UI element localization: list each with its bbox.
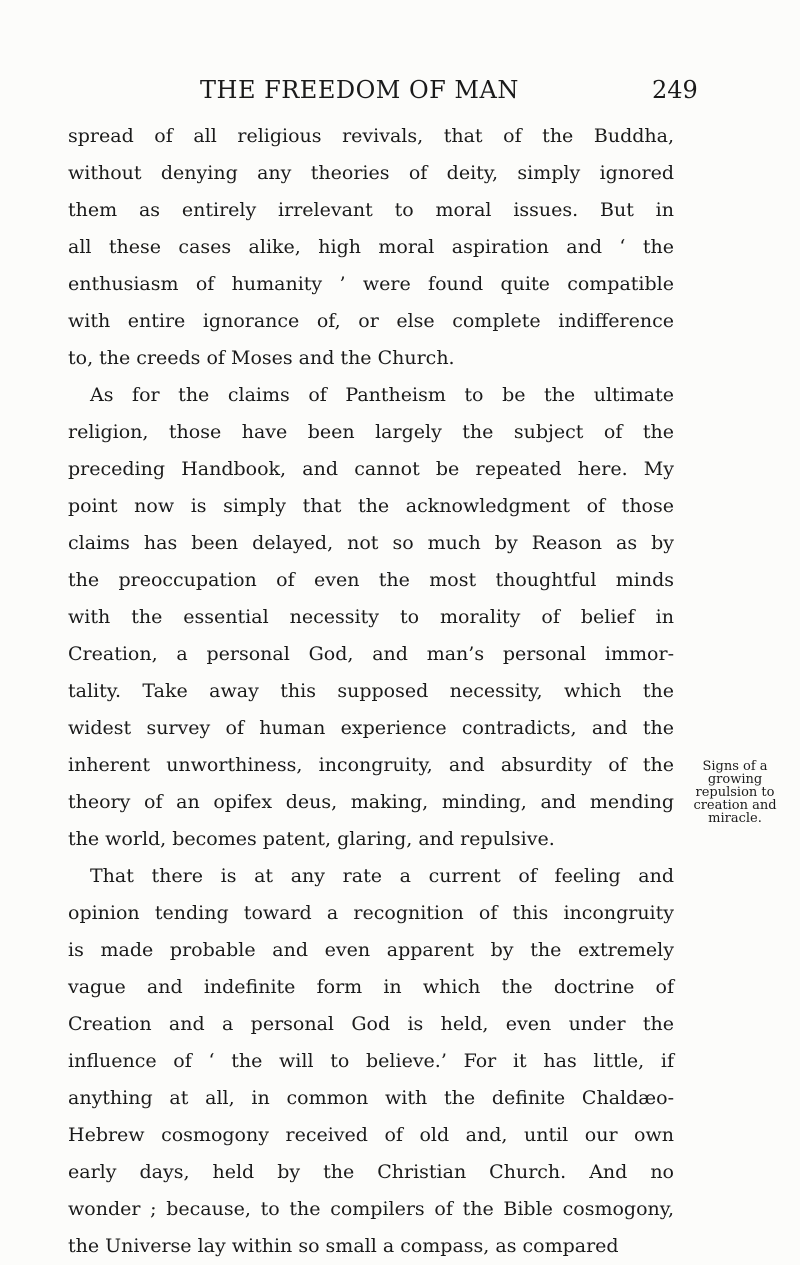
text-line: is made probable and even apparent by the extremely	[68, 939, 674, 961]
text-line: widest survey of human experience contradicts, and the	[68, 717, 674, 739]
page-number: 249	[652, 76, 698, 104]
text-line: That there is at any rate a current of feeling and	[90, 865, 674, 887]
margin-note-line: miracle.	[708, 811, 762, 826]
text-line: spread of all religious revivals, that of the Buddha,	[68, 125, 674, 147]
text-line: opinion tending toward a recognition of this incongruity	[68, 902, 674, 924]
text-line: point now is simply that the acknowledgment of those	[68, 495, 674, 517]
page-header	[0, 76, 800, 106]
text-line: the world, becomes patent, glaring, and repulsive.	[68, 828, 555, 850]
text-line: As for the claims of Pantheism to be the ultimate	[90, 384, 674, 406]
margin-note-line: growing	[707, 772, 763, 787]
text-line: wonder ; because, to the compilers of the Bible cosmogony,	[68, 1198, 674, 1220]
running-head: THE FREEDOM OF MAN	[200, 76, 519, 104]
margin-note-line: repulsion to	[695, 785, 775, 800]
text-line: with the essential necessity to morality of belief in	[68, 606, 674, 628]
text-line: tality. Take away this supposed necessity, which the	[68, 680, 674, 702]
margin-note-line: creation and	[693, 798, 777, 813]
margin-note-line: Signs of a	[702, 759, 768, 774]
text-line: enthusiasm of humanity ’ were found quite compatible	[68, 273, 674, 295]
text-line: Hebrew cosmogony received of old and, until our own	[68, 1124, 674, 1146]
text-line: influence of ‘ the will to believe.’ For it has little, if	[68, 1050, 674, 1072]
text-line: inherent unworthiness, incongruity, and absurdity of the	[68, 754, 674, 776]
text-line: without denying any theories of deity, simply ignored	[68, 162, 674, 184]
text-line: vague and indefinite form in which the doctrine of	[68, 976, 674, 998]
text-line: all these cases alike, high moral aspiration and ‘ the	[68, 236, 674, 258]
text-line: anything at all, in common with the definite Chaldæo-	[68, 1087, 674, 1109]
text-line: Creation and a personal God is held, even under the	[68, 1013, 674, 1035]
text-line: Creation, a personal God, and man’s personal immor-	[68, 643, 674, 665]
text-line: the Universe lay within so small a compass, as compared	[68, 1235, 619, 1257]
body-text	[68, 118, 674, 1265]
text-line: the preoccupation of even the most thoughtful minds	[68, 569, 674, 591]
text-line: with entire ignorance of, or else complete indifference	[68, 310, 674, 332]
text-line: theory of an opifex deus, making, minding, and mending	[68, 791, 674, 813]
text-line: religion, those have been largely the subject of the	[68, 421, 674, 443]
text-line: to, the creeds of Moses and the Church.	[68, 347, 455, 369]
text-line: early days, held by the Christian Church. And no	[68, 1161, 674, 1183]
text-line: claims has been delayed, not so much by Reason as by	[68, 532, 674, 554]
text-line: them as entirely irrelevant to moral issues. But in	[68, 199, 674, 221]
text-line: preceding Handbook, and cannot be repeated here. My	[68, 458, 674, 480]
margin-note	[680, 760, 790, 825]
